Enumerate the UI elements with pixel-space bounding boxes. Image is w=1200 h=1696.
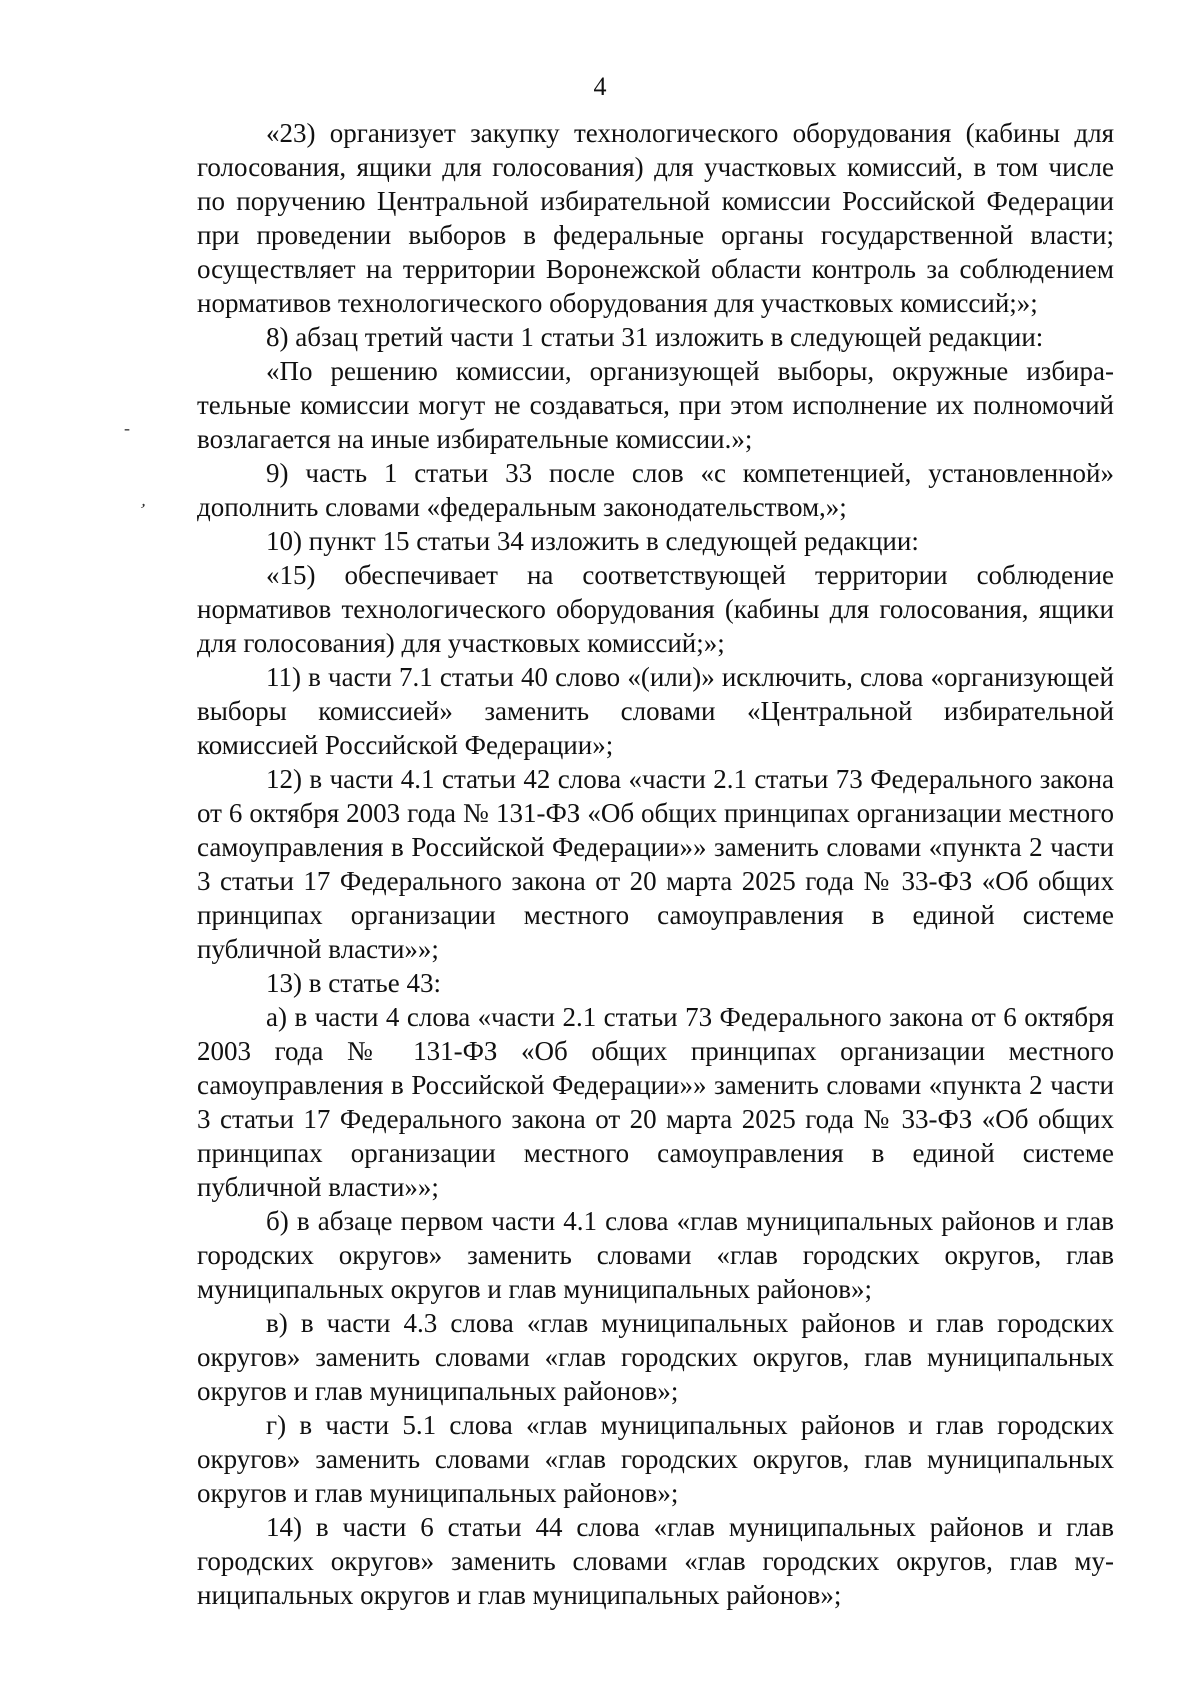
paragraph-point-10-text: «15) обеспечивает на соответствующей территории соблюдение нормативов технологического оборудования (кабины для голосования, ящики для голосования) для участковых комиссий;»; (197, 560, 1114, 658)
paragraph-point-13-v: в) в части 4.3 слова «глав муниципальных районов и глав городских округов» заменить словами «глав городских округов, глав муниципальных округов и глав муниципальных районов»; (197, 1308, 1114, 1406)
paragraph-point-13-g: г) в части 5.1 слова «глав муниципальных районов и глав городских округов» заменить словами «глав городских округов, глав муниципальных округов и глав муниципальных районов»; (197, 1410, 1114, 1508)
margin-dash-mark: - (124, 418, 130, 438)
paragraph-point-11: 11) в части 7.1 статьи 40 слово «(или)» исключить, слова «организующей выборы комиссией» заменить словами «Центральной избирательной комиссией Российской Федерации»; (197, 662, 1114, 760)
paragraph-point-12: 12) в части 4.1 статьи 42 слова «части 2.1 статьи 73 Федерального закона от 6 октября 2003 года № 131-ФЗ «Об общих принципах организации местного самоуправления в Российской Федерации»» заменить словами «пункта 2 части 3 статьи 17 Федерального закона от 20 марта 2025 года № 33-ФЗ «Об общих принципах организации местного самоуправления в единой системе публичной власти»»; (197, 764, 1114, 964)
paragraph-point-13: 13) в статье 43: (266, 968, 441, 998)
page-number: 4 (593, 72, 607, 101)
paragraph-point-8: 8) абзац третий части 1 статьи 31 изложить в следующей редакции: (266, 322, 1044, 352)
paragraph-point-13-b: б) в абзаце первом части 4.1 слова «глав муниципальных районов и глав городских округов» заменить словами «глав городских округов, глав муниципальных округов и глав муниципальных районов»; (197, 1206, 1114, 1304)
paragraph-point-14: 14) в части 6 статьи 44 слова «глав муниципальных районов и глав городских округов» заменить словами «глав городских округов, глав муниципальных округов и глав муниципальных районов»; (197, 1512, 1114, 1610)
paragraph-point-10: 10) пункт 15 статьи 34 изложить в следующей редакции: (266, 526, 919, 556)
paragraph-point-9: 9) часть 1 статьи 33 после слов «с компетенцией, установленной» дополнить словами «федеральным законодательством,»; (197, 458, 1114, 522)
margin-tick-mark: , (139, 489, 151, 511)
paragraph-point-13-a: а) в части 4 слова «части 2.1 статьи 73 Федерального закона от 6 октября 2003 года № 131-ФЗ «Об общих принципах организации местного самоуправления в Российской Федерации»» заменить словами «пункта 2 части 3 статьи 17 Федерального закона от 20 марта 2025 года № 33-ФЗ «Об общих принципах организации местного самоуправления в единой системе публичной власти»»; (197, 1002, 1114, 1202)
paragraph-point-8-text: «По решению комиссии, организующей выборы, окружные избирательные комиссии могут не создаваться, при этом исполнение их полномочий возлагается на иные избирательные комиссии.»; (197, 356, 1114, 454)
document-body (197, 116, 1114, 1612)
paragraph-item-23: «23) организует закупку технологического оборудования (кабины для голосования, ящики для голосования) для участковых комиссий, в том числе по поручению Центральной избирательной комиссии Российской Федерации при проведении выборов в федеральные органы государственной власти; осуществляет на территории Воронежской области контроль за соблюдением нормативов технологического оборудования для участковых комиссий;»; (197, 118, 1114, 318)
